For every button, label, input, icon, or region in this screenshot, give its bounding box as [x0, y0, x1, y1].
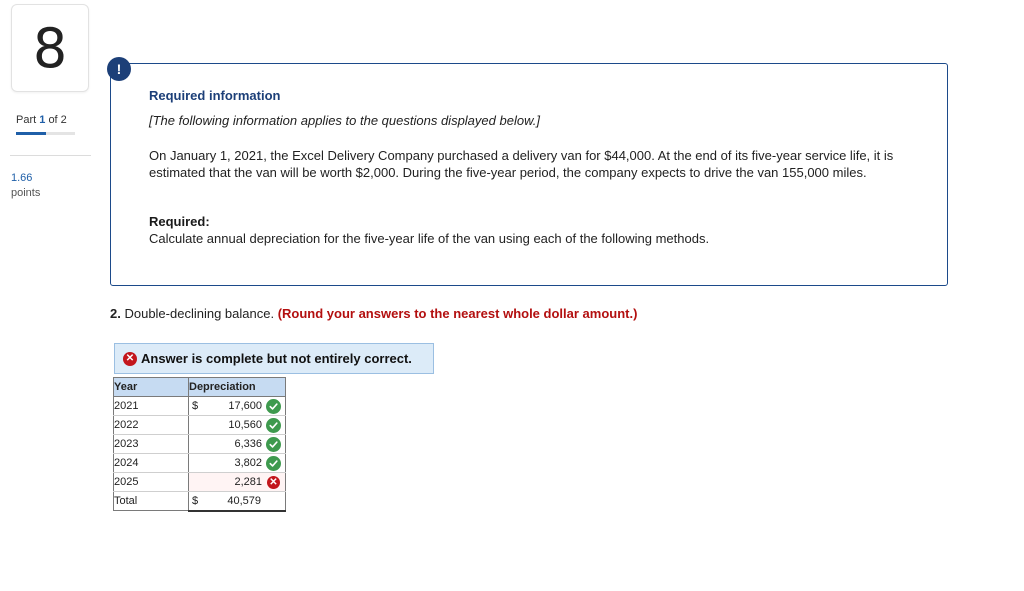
part-current: 1 [39, 114, 46, 126]
points-value: 1.66 [11, 172, 33, 184]
year-cell: 2025 [114, 473, 189, 492]
required-information-panel [110, 63, 948, 286]
checkmark-icon [266, 399, 281, 414]
question-hint: (Round your answers to the nearest whole dollar amount.) [277, 306, 638, 321]
year-cell: 2021 [114, 397, 189, 416]
exclamation-icon: ! [107, 57, 131, 81]
depreciation-value: 3,802 [234, 457, 262, 469]
depreciation-input[interactable] [189, 454, 286, 473]
depreciation-value: 6,336 [234, 438, 262, 450]
question-part-number: 2. [110, 306, 121, 321]
table-row [114, 454, 286, 473]
year-cell: 2022 [114, 416, 189, 435]
checkmark-icon [266, 418, 281, 433]
depreciation-value: 17,600 [228, 400, 262, 412]
part-progress-bar [16, 132, 75, 135]
column-header-year: Year [114, 378, 189, 397]
depreciation-table [113, 377, 286, 512]
total-label: Total [114, 492, 189, 511]
info-note: [The following information applies to the questions displayed below.] [149, 113, 540, 128]
table-row [114, 473, 286, 492]
depreciation-value: 10,560 [228, 419, 262, 431]
incorrect-x-icon: ✕ [267, 476, 280, 489]
checkmark-icon [266, 437, 281, 452]
incorrect-x-icon: ✕ [123, 352, 137, 366]
table-row [114, 416, 286, 435]
sidebar-divider [10, 155, 91, 156]
dollar-sign: $ [192, 400, 199, 412]
checkmark-icon [266, 456, 281, 471]
total-value: 40,579 [227, 495, 261, 507]
part-progress-fill [16, 132, 46, 135]
points-label: points [11, 187, 41, 199]
info-body: On January 1, 2021, the Excel Delivery Company purchased a delivery van for $44,000. At the end of its five-year service life, it is estimated that the van will be worth $2,000. During the five-year period, the company expects to drive the van 155,000 miles. [149, 148, 894, 180]
depreciation-value: 2,281 [234, 476, 262, 488]
question-text: Double-declining balance. [124, 306, 275, 321]
question-number: 8 [11, 4, 89, 92]
table-row [114, 397, 286, 416]
info-title: Required information [149, 88, 281, 103]
total-value-cell [189, 492, 286, 511]
depreciation-input[interactable] [189, 473, 286, 492]
part-of: of 2 [48, 114, 67, 126]
required-title: Required: [149, 214, 210, 229]
dollar-sign: $ [192, 495, 199, 507]
year-cell: 2024 [114, 454, 189, 473]
part-label: Part [16, 114, 37, 126]
answer-status-banner [114, 343, 434, 374]
question-prompt [110, 306, 637, 321]
depreciation-input[interactable] [189, 435, 286, 454]
depreciation-input[interactable] [189, 416, 286, 435]
table-header-row [114, 378, 286, 397]
total-row [114, 492, 286, 511]
column-header-depreciation: Depreciation [189, 378, 286, 397]
part-indicator [16, 114, 67, 126]
required-body: Calculate annual depreciation for the five-year life of the van using each of the following methods. [149, 231, 710, 246]
table-row [114, 435, 286, 454]
year-cell: 2023 [114, 435, 189, 454]
answer-status-text: Answer is complete but not entirely correct. [141, 351, 412, 366]
depreciation-input[interactable] [189, 397, 286, 416]
